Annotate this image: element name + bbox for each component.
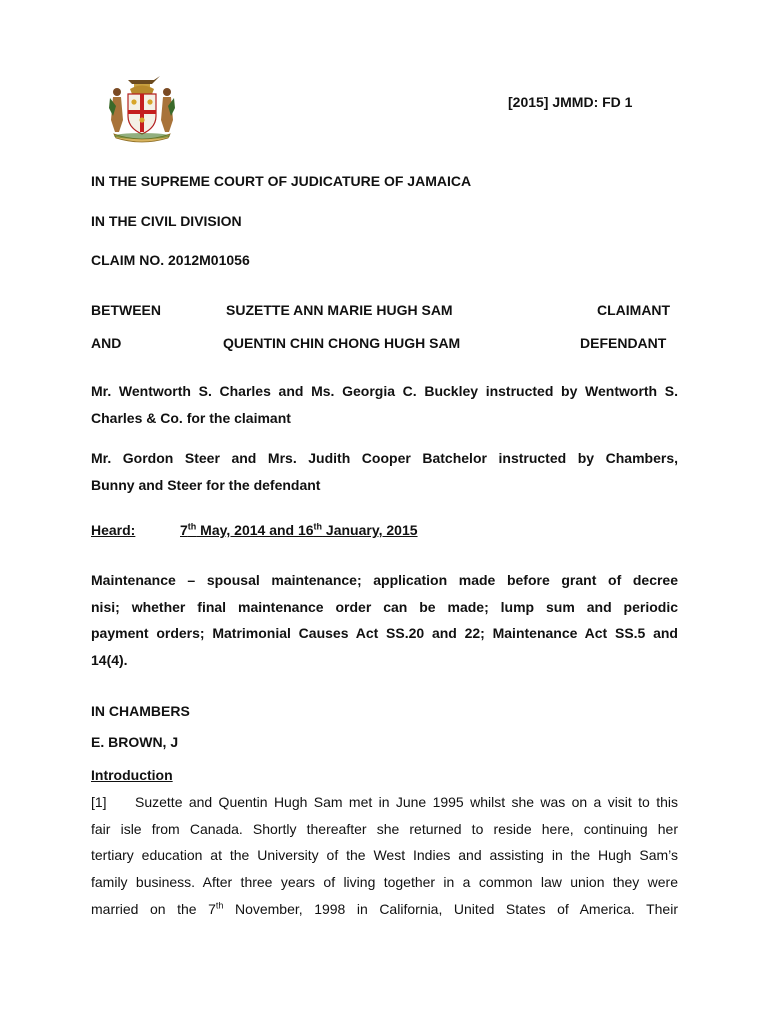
paragraph-text: Suzette and Quentin Hugh Sam met in June 1995 whilst she was on a visit to this (135, 794, 678, 810)
in-chambers: IN CHAMBERS (91, 703, 190, 719)
heard-suffix-1: th (187, 521, 197, 532)
paragraph-text: November, 1998 in California, United States of America. Their (223, 900, 678, 917)
claimant-name: SUZETTE ANN MARIE HUGH SAM (226, 302, 453, 318)
paragraph-number: [1] (91, 794, 107, 810)
citation: [2015] JMMD: FD 1 (508, 94, 633, 110)
claimant-counsel-line: Mr. Wentworth S. Charles and Ms. Georgia C. Buckley instructed by Wentworth S. (91, 383, 678, 399)
judge-name: E. BROWN, J (91, 734, 179, 750)
court-name: IN THE SUPREME COURT OF JUDICATURE OF JAMAICA (91, 173, 472, 189)
heard-label: Heard: (91, 522, 136, 538)
heard-date-part-1: May, 2014 and 16 (196, 522, 314, 538)
catchwords-line: nisi; whether final maintenance order can be made; lump sum and periodic (91, 598, 678, 615)
heard-day-1: 7 (180, 522, 188, 538)
introduction-paragraph (91, 789, 678, 923)
heard-dates (180, 522, 418, 538)
catchwords (91, 567, 678, 674)
division: IN THE CIVIL DIVISION (91, 213, 242, 229)
heard-date-part-2: January, 2015 (322, 522, 418, 538)
defendant-name: QUENTIN CHIN CHONG HUGH SAM (223, 335, 461, 351)
defendant-role: DEFENDANT (580, 335, 667, 351)
catchwords-line: payment orders; Matrimonial Causes Act SS.20 and 22; Maintenance Act SS.5 and (91, 625, 678, 642)
paragraph-line: tertiary education at the University of the West Indies and assisting in the Hugh Sam’s (91, 847, 678, 864)
ordinal-suffix: th (215, 900, 224, 911)
catchwords-line: Maintenance – spousal maintenance; application made before grant of decree (91, 572, 678, 588)
and-label: AND (91, 335, 122, 351)
defendant-counsel (91, 445, 678, 498)
claim-number: CLAIM NO. 2012M01056 (91, 252, 250, 268)
catchwords-line: 14(4). (91, 652, 128, 669)
paragraph-line-5 (91, 896, 678, 923)
paragraph-text: married on the 7 (91, 900, 216, 917)
coat-of-arms-logo (104, 72, 180, 144)
paragraph-line: family business. After three years of living together in a common law union they were (91, 874, 678, 891)
claimant-counsel (91, 378, 678, 431)
defendant-counsel-line: Mr. Gordon Steer and Mrs. Judith Cooper Batchelor instructed by Chambers, (91, 450, 678, 466)
claimant-counsel-line: Charles & Co. for the claimant (91, 409, 291, 426)
paragraph-line: fair isle from Canada. Shortly thereafter she returned to reside here, continuing her (91, 820, 678, 837)
between-label: BETWEEN (91, 302, 161, 318)
introduction-heading: Introduction (91, 767, 173, 783)
defendant-counsel-line: Bunny and Steer for the defendant (91, 476, 321, 493)
heard-suffix-2: th (313, 521, 323, 532)
paragraph-line-1 (91, 789, 678, 816)
claimant-role: CLAIMANT (597, 302, 671, 318)
